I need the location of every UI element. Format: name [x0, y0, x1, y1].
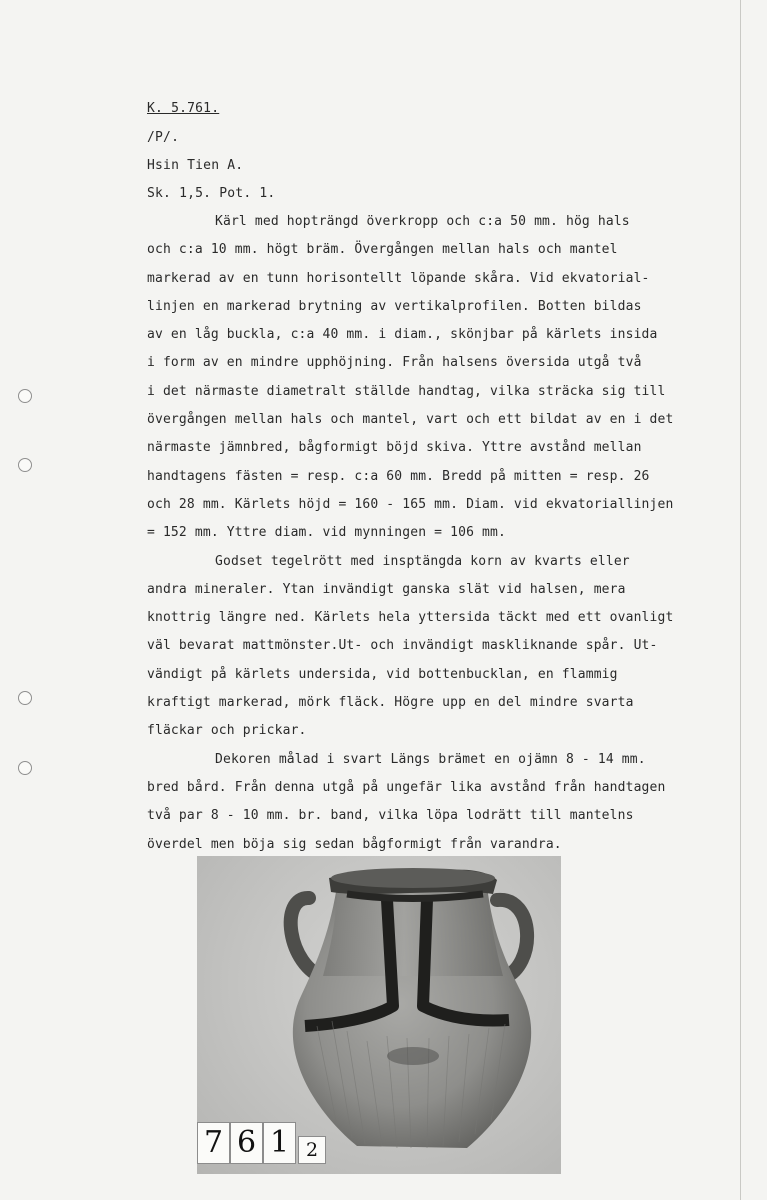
- text-line: i form av en mindre upphöjning. Från halsens översida utgå två: [147, 355, 642, 371]
- punch-hole: [18, 761, 32, 775]
- text-line: två par 8 - 10 mm. br. band, vilka löpa lodrätt till mantelns: [147, 808, 634, 824]
- text-line: knottrig längre ned. Kärlets hela yttersida täckt med ett ovanligt: [147, 610, 674, 626]
- description-text: [147, 208, 717, 859]
- text-line: överdel men böja sig sedan bågformigt från varandra.: [147, 836, 562, 852]
- text-line: kraftigt markerad, mörk fläck. Högre upp en del mindre svarta: [147, 695, 634, 711]
- text-line: vändigt på kärlets undersida, vid bottenbucklan, en flammig: [147, 666, 618, 682]
- label-digit: 7: [197, 1122, 230, 1164]
- text-line: Kärl med hopträngd överkropp och c:a 50 mm. hög hals: [215, 214, 630, 229]
- text-line: = 152 mm. Yttre diam. vid mynningen = 106 mm.: [147, 525, 506, 541]
- text-line: markerad av en tunn horisontellt löpande skåra. Vid ekvatorial-: [147, 270, 650, 286]
- text-line: övergången mellan hals och mantel, vart och ett bildat av en i det: [147, 412, 674, 428]
- text-line: Godset tegelrött med insptängda korn av kvarts eller: [215, 553, 630, 569]
- text-line: fläckar och prickar.: [147, 723, 307, 739]
- label-subnumber: 2: [298, 1136, 326, 1164]
- text-line: väl bevarat mattmönster.Ut- och invändigt maskliknande spår. Ut-: [147, 638, 658, 654]
- label-digit: 6: [230, 1122, 263, 1164]
- punch-hole: [18, 691, 32, 705]
- text-line: och c:a 10 mm. högt bräm. Övergången mellan hals och mantel: [147, 242, 618, 258]
- text-line: av en låg buckla, c:a 40 mm. i diam., skönjbar på kärlets insida: [147, 327, 658, 343]
- text-line: Dekoren målad i svart Längs brämet en ojämn 8 - 14 mm.: [215, 751, 646, 767]
- text-line: andra mineraler. Ytan invändigt ganska slät vid halsen, mera: [147, 581, 626, 597]
- text-line: linjen en markerad brytning av vertikalprofilen. Botten bildas: [147, 298, 642, 314]
- label-digit: 1: [263, 1122, 296, 1164]
- page-edge-line: [740, 0, 741, 1200]
- catalog-id: K. 5.761.: [147, 101, 220, 116]
- museum-number-label: [197, 1120, 326, 1164]
- text-line: närmaste jämnbred, bågformigt böjd skiva. Yttre avstånd mellan: [147, 440, 642, 456]
- text-line: och 28 mm. Kärlets höjd = 160 - 165 mm. Diam. vid ekvatoriallinjen: [147, 496, 674, 512]
- site-name: Hsin Tien A.: [147, 158, 244, 173]
- layer-info: Sk. 1,5. Pot. 1.: [147, 186, 276, 201]
- catalog-note: /P/.: [147, 130, 180, 145]
- text-line: handtagens fästen = resp. c:a 60 mm. Bredd på mitten = resp. 26: [147, 468, 650, 484]
- text-line: i det närmaste diametralt ställde handtag, vilka sträcka sig till: [147, 383, 666, 399]
- text-line: bred bård. Från denna utgå på ungefär lika avstånd från handtagen: [147, 779, 666, 795]
- punch-hole: [18, 389, 32, 403]
- punch-hole: [18, 458, 32, 472]
